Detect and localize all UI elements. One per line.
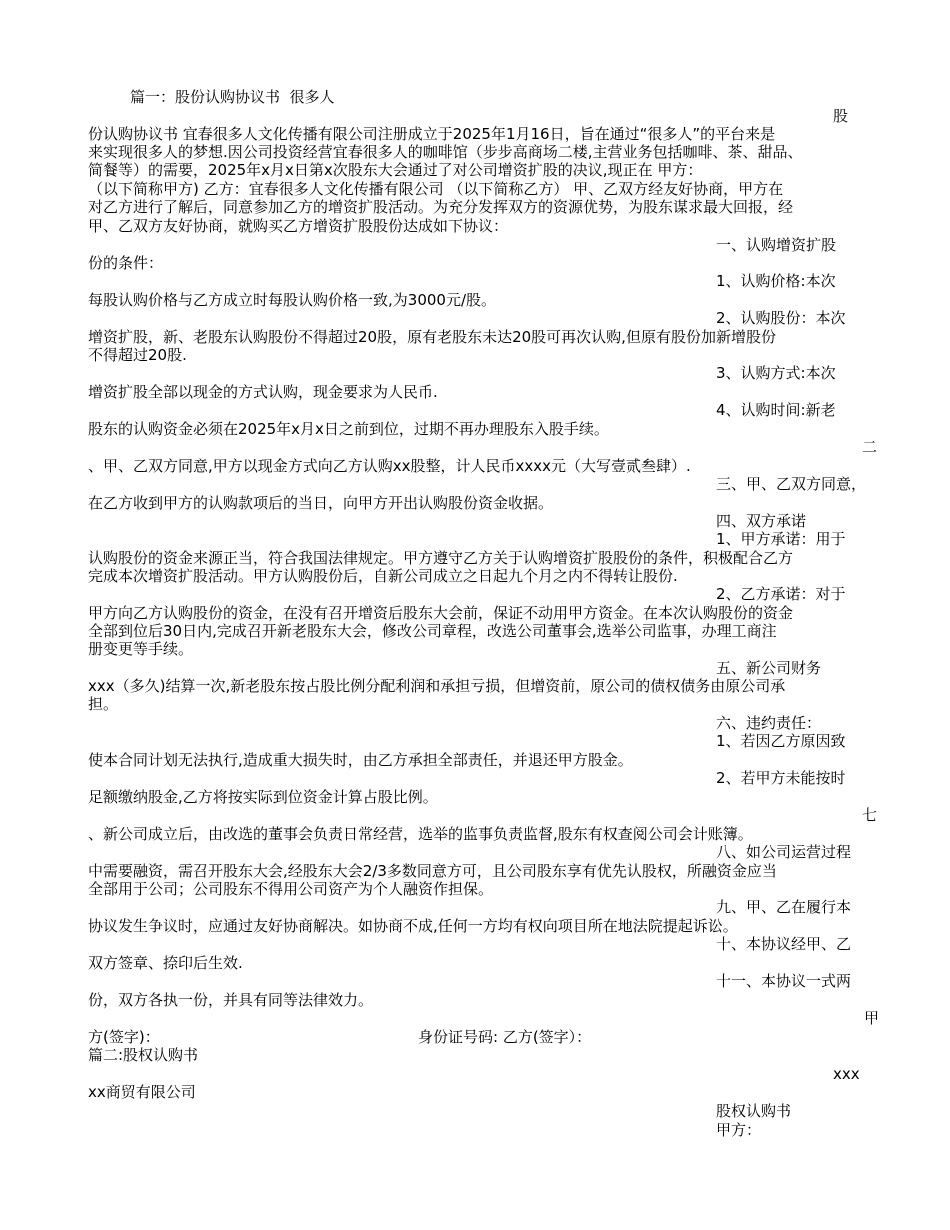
text-line: 担。 [88,695,119,713]
text-line: 来实现很多人的梦想.因公司投资经营宜春很多人的咖啡馆（步步高商场二楼,主营业务包括咖啡、茶、甜品、 [88,143,803,161]
section-heading: 八、如公司运营过程 [716,843,852,861]
text-line: xxx [833,1065,860,1083]
clause-heading: 1、认购价格:本次 [716,272,836,290]
text-line: xx商贸有限公司 [88,1083,196,1101]
clause-heading: 4、认购时间:新老 [716,401,836,419]
party-label: 甲方： [716,1121,762,1139]
text-line: 中需要融资，需召开股东大会,经股东大会2/3多数同意方可，且公司股东享有优先认股权，所融资金应当 [88,862,777,880]
text-line: 增资扩股，新、老股东认购股份不得超过20股，原有老股东未达20股可再次认购,但原有股份加新增股份 [88,328,776,346]
text-line: 双方签章、捺印后生效. [88,954,243,972]
text-line: 不得超过20股. [88,346,187,364]
text-line: 简餐等）的需要，2025年x月x日第x次股东大会通过了对公司增资扩股的决议,现正在 甲方： [88,161,703,179]
text-line: 足额缴纳股金,乙方将按实际到位资金计算占股比例。 [88,788,438,806]
signature-label: 身份证号码: 乙方(签字）： [418,1028,592,1046]
text-line: 认购股份的资金来源正当，符合我国法律规定。甲方遵守乙方关于认购增资扩股股份的条件，积极配合乙方 [88,549,794,567]
signature-label: 方(签字)： [88,1028,160,1046]
section-heading: 十一、本协议一式两 [716,972,852,990]
clause-heading: 2、乙方承诺：对于 [716,585,846,603]
text-line: 份，双方各执一份，并具有同等法律效力。 [88,991,374,1009]
section-heading: 十、本协议经甲、乙 [716,935,852,953]
text-line: 每股认购价格与乙方成立时每股认购价格一致,为3000元/股。 [88,291,496,309]
text-line: 协议发生争议时，应通过友好协商解决。如协商不成,任何一方均有权向项目所在地法院提起诉讼。 [88,917,738,935]
clause-heading: 1、甲方承诺：用于 [716,530,846,548]
section-heading: 九、甲、乙在履行本 [716,898,852,916]
clause-heading: 2、认购股份：本次 [716,309,846,327]
text-line: （以下简称甲方) 乙方：宜春很多人文化传播有限公司 （以下简称乙方） 甲、乙双方经友好协商，甲方在 [88,180,784,198]
section-heading: 七 [862,806,878,824]
text-line: 全部用于公司；公司股东不得用公司资产为个人融资作担保。 [88,880,494,898]
clause-heading: 2、若甲方未能按时 [716,769,846,787]
section-heading: 五、新公司财务 [716,659,822,677]
signature-label: 甲 [864,1009,880,1027]
section-heading: 一、认购增资扩股 [716,236,837,254]
section-heading: 三、甲、乙双方同意， [716,475,867,493]
text-line: 甲方向乙方认购股份的资金，在没有召开增资后股东大会前，保证不动用甲方资金。在本次认购股份的资金 [88,604,794,622]
text-line: 使本合同计划无法执行,造成重大损失时，由乙方承担全部责任，并退还甲方股金。 [88,751,633,769]
article-two-heading: 篇二:股权认购书 [88,1046,199,1064]
section-heading: 六、违约责任： [716,714,822,732]
text-line: xxx（多久)结算一次,新老股东按占股比例分配利润和承担亏损，但增资前，原公司的债权债务由原公司承 [88,677,786,695]
clause-heading: 1、若因乙方原因致 [716,732,846,750]
text-line: 股 [833,107,849,125]
section-heading: 四、双方承诺 [716,512,807,530]
section-heading: 二 [862,438,878,456]
document-title: 股权认购书 [716,1102,792,1120]
text-line: 、甲、乙双方同意,甲方以现金方式向乙方认购xx股整，计人民币xxxx元（大写壹贰叁肆）. [88,457,691,475]
text-line: 份的条件： [88,254,164,272]
text-line: 在乙方收到甲方的认购款项后的当日，向甲方开出认购股份资金收据。 [88,494,554,512]
clause-heading: 3、认购方式:本次 [716,364,836,382]
text-line: 全部到位后30日内,完成召开新老股东大会，修改公司章程，改选公司董事会,选举公司监事，办理工商注 [88,622,777,640]
text-line: 完成本次增资扩股活动。甲方认购股份后，自新公司成立之日起九个月之内不得转让股份. [88,567,678,585]
text-line: 甲、乙双方友好协商，就购买乙方增资扩股股份达成如下协议： [88,217,509,235]
text-line: 、新公司成立后，由改选的董事会负责日常经营，选举的监事负责监督,股东有权查阅公司会计账簿。 [88,825,753,843]
article-one-heading: 篇一：股份认购协议书 很多人 [130,88,335,106]
text-line: 份认购协议书 宜春很多人文化传播有限公司注册成立于2025年1月16日，旨在通过“很多人”的平台来是 [88,125,776,143]
text-line: 增资扩股全部以现金的方式认购，现金要求为人民币. [88,383,438,401]
text-line: 股东的认购资金必须在2025年x月x日之前到位，过期不再办理股东入股手续。 [88,420,609,438]
text-line: 册变更等手续。 [88,640,194,658]
text-line: 对乙方进行了解后，同意参加乙方的增资扩股活动。为充分发挥双方的资源优势，为股东谋求最大回报，经 [88,198,794,216]
